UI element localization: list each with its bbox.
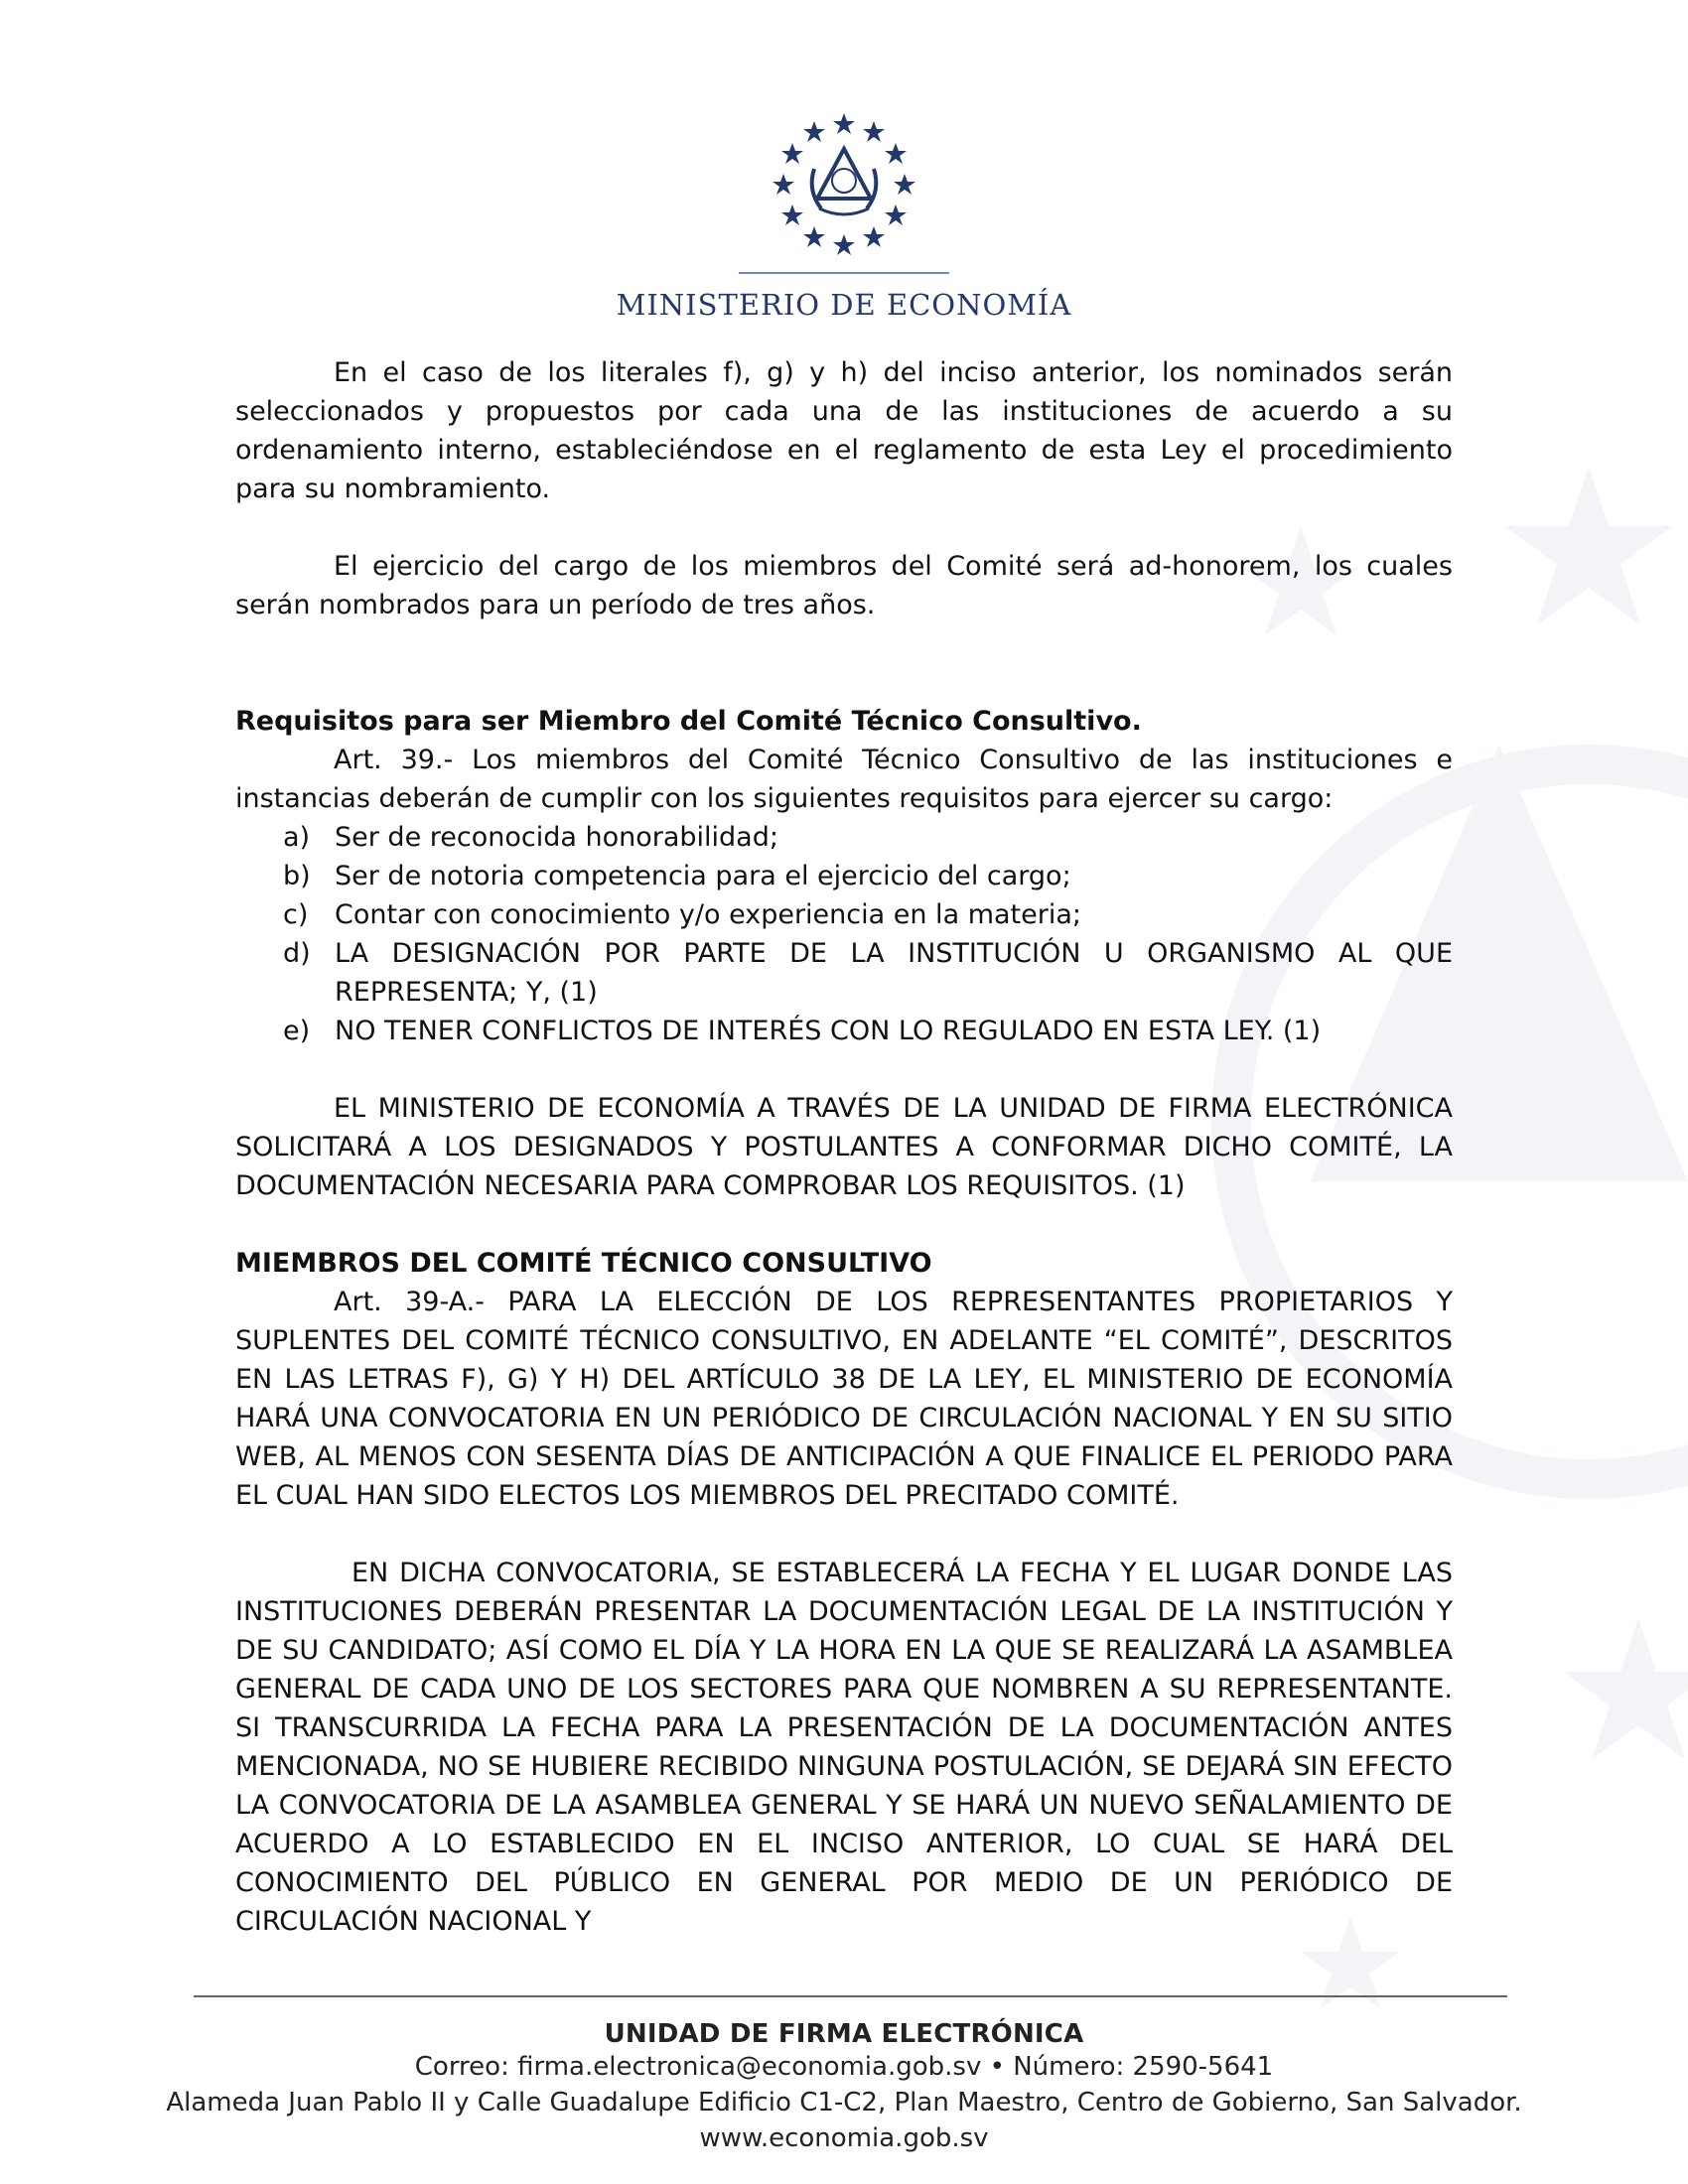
ministry-name: MINISTERIO DE ECONOMÍA <box>616 288 1072 322</box>
list-item <box>235 857 1453 895</box>
footer-contact: Correo: firma.electronica@economia.gob.sv • Número: 2590-5641 <box>414 2052 1274 2082</box>
document-body <box>235 353 1453 1941</box>
paragraph-ministry-request: EL MINISTERIO DE ECONOMÍA A TRAVÉS DE LA UNIDAD DE FIRMA ELECTRÓNICA SOLICITARÁ A LOS DESIGNADOS Y POSTULANTES A CONFORMAR DICHO COMITÉ, LA DOCUMENTACIÓN NECESARIA PARA COMPROBAR LOS REQUISITOS. (1) <box>235 1093 1453 1201</box>
section-heading-members: MIEMBROS DEL COMITÉ TÉCNICO CONSULTIVO <box>235 1248 932 1279</box>
list-text: NO TENER CONFLICTOS DE INTERÉS CON LO REGULADO EN ESTA LEY. (1) <box>335 1016 1322 1046</box>
list-item <box>235 895 1453 934</box>
footer <box>0 1985 1688 2156</box>
footer-website: www.economia.gob.sv <box>699 2123 989 2153</box>
list-letter: d) <box>283 938 311 969</box>
list-item <box>235 934 1453 1012</box>
list-text: Ser de notoria competencia para el ejercicio del cargo; <box>335 861 1071 891</box>
list-item <box>235 1012 1453 1050</box>
footer-unit: UNIDAD DE FIRMA ELECTRÓNICA <box>604 2019 1084 2049</box>
article-39: Art. 39.- Los miembros del Comité Técnico Consultivo de las instituciones e instancias deberán de cumplir con los siguientes requisitos para ejercer su cargo: <box>235 745 1453 814</box>
footer-address: Alameda Juan Pablo II y Calle Guadalupe Edificio C1-C2, Plan Maestro, Centro de Gobierno, San Salvador. <box>166 2088 1522 2117</box>
header-divider <box>739 272 949 274</box>
list-letter: a) <box>283 822 311 853</box>
list-text: LA DESIGNACIÓN POR PARTE DE LA INSTITUCIÓN U ORGANISMO AL QUE REPRESENTA; Y, (1) <box>335 938 1453 1008</box>
list-text: Contar con conocimiento y/o experiencia en la materia; <box>335 899 1081 930</box>
paragraph-convocation: EN DICHA CONVOCATORIA, SE ESTABLECERÁ LA FECHA Y EL LUGAR DONDE LAS INSTITUCIONES DEBERÁN PRESENTAR LA DOCUMENTACIÓN LEGAL DE LA INSTITUCIÓN Y DE SU CANDIDATO; ASÍ COMO EL DÍA Y LA HORA EN LA QUE SE REALIZARÁ LA ASAMBLEA GENERAL DE CADA UNO DE LOS SECTORES PARA QUE NOMBREN A SU REPRESENTANTE. SI TRANSCURRIDA LA FECHA PARA LA PRESENTACIÓN DE LA DOCUMENTACIÓN ANTES MENCIONADA, NO SE HUBIERE RECIBIDO NINGUNA POSTULACIÓN, SE DEJARÁ SIN EFECTO LA CONVOCATORIA DE LA ASAMBLEA GENERAL Y SE HARÁ UN NUEVO SEÑALAMIENTO DE ACUERDO A LO ESTABLECIDO EN EL INCISO ANTERIOR, LO CUAL SE HARÁ DEL CONOCIMIENTO DEL PÚBLICO EN GENERAL POR MEDIO DE UN PERIÓDICO DE CIRCULACIÓN NACIONAL Y <box>235 1558 1453 1937</box>
article-39a: Art. 39-A.- PARA LA ELECCIÓN DE LOS REPRESENTANTES PROPIETARIOS Y SUPLENTES DEL COMITÉ TÉCNICO CONSULTIVO, EN ADELANTE “EL COMITÉ”, DESCRITOS EN LAS LETRAS F), G) Y H) DEL ARTÍCULO 38 DE LA LEY, EL MINISTERIO DE ECONOMÍA HARÁ UNA CONVOCATORIA EN UN PERIÓDICO DE CIRCULACIÓN NACIONAL Y EN SU SITIO WEB, AL MENOS CON SESENTA DÍAS DE ANTICIPACIÓN A QUE FINALICE EL PERIODO PARA EL CUAL HAN SIDO ELECTOS LOS MIEMBROS DEL PRECITADO COMITÉ. <box>235 1287 1453 1511</box>
list-text: Ser de reconocida honorabilidad; <box>335 822 778 853</box>
coat-of-arms-seal-icon <box>770 109 918 258</box>
list-letter: b) <box>283 861 311 891</box>
list-letter: c) <box>283 899 309 930</box>
paragraph-nominations: En el caso de los literales f), g) y h) del inciso anterior, los nominados serán seleccionados y propuestos por cada una de las instituciones de acuerdo a su ordenamiento interno, estableciéndose en el reglamento de esta Ley el procedimiento para su nombramiento. <box>235 357 1453 504</box>
section-heading-requirements: Requisitos para ser Miembro del Comité Técnico Consultivo. <box>235 706 1142 737</box>
paragraph-ad-honorem: El ejercicio del cargo de los miembros del Comité será ad-honorem, los cuales serán nombrados para un período de tres años. <box>235 551 1453 620</box>
list-item <box>235 818 1453 857</box>
list-letter: e) <box>283 1016 311 1046</box>
letterhead <box>0 109 1688 322</box>
requirements-list <box>235 818 1453 1050</box>
